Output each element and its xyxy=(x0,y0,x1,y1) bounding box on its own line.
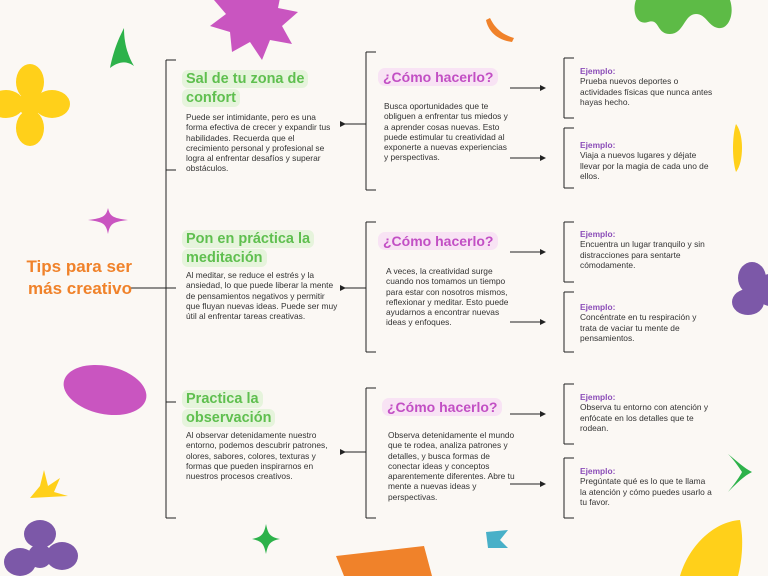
tip-1-title-text: Sal de tu zona de confort xyxy=(182,70,308,107)
tip-1-title xyxy=(182,70,312,108)
example-text: Pregúntate qué es lo que te llama la atención y cómo puedes usarlo a tu favor. xyxy=(580,476,712,507)
yellow-moon-shape xyxy=(733,124,742,172)
example-label: Ejemplo: xyxy=(580,466,616,476)
example-text: Concéntrate en tu respiración y trata de vaciar tu mente de pensamientos. xyxy=(580,312,697,343)
example-label: Ejemplo: xyxy=(580,302,616,312)
example-1-1 xyxy=(580,66,714,107)
how-2-title: ¿Cómo hacerlo? xyxy=(378,232,498,250)
orange-swoosh-shape xyxy=(486,18,514,42)
green-thorn-shape xyxy=(110,28,134,68)
orange-trapezoid-shape xyxy=(336,546,432,576)
example-text: Observa tu entorno con atención y enfócate en los detalles que te rodean. xyxy=(580,402,709,433)
example-2-2 xyxy=(580,302,714,343)
example-label: Ejemplo: xyxy=(580,229,616,239)
example-text: Encuentra un lugar tranquilo y sin distracciones para sentarte cómodamente. xyxy=(580,239,705,270)
purple-bottom-flower-shape xyxy=(4,520,78,576)
how-1-text: Busca oportunidades que te obliguen a enfrentar tus miedos y a aprender cosas nuevas. Esto puede estimular tu creatividad al exponerte a nuevas experiencias y perspectivas. xyxy=(384,101,508,163)
yellow-burst-shape xyxy=(30,470,68,498)
example-label: Ejemplo: xyxy=(580,66,616,76)
green-blob-shape xyxy=(635,0,732,34)
pink-blob-shape xyxy=(59,358,151,422)
tip-3-title-text: Practica la observación xyxy=(182,390,275,427)
tip-2-title-text: Pon en práctica la meditación xyxy=(182,230,314,267)
example-2-1 xyxy=(580,229,714,270)
pink-star-shape xyxy=(210,0,298,60)
example-label: Ejemplo: xyxy=(580,140,616,150)
yellow-flower-shape xyxy=(0,64,70,146)
pink-sparkle-shape xyxy=(88,208,128,234)
example-text: Viaja a nuevos lugares y déjate llevar por la magia de cada uno de ellos. xyxy=(580,150,709,181)
tip-3-text: Al observar detenidamente nuestro entorno, podemos descubrir patrones, olores, sabores, colores, texturas y formas que pueden inspirarnos en nuestros procesos creativos. xyxy=(186,430,328,482)
green-sparkle-shape xyxy=(252,524,280,554)
example-3-2 xyxy=(580,466,714,507)
tip-2-title xyxy=(182,230,312,268)
tip-1-text: Puede ser intimidante, pero es una forma efectiva de crecer y expandir tus habilidades. Recuerda que el crecimiento personal y profesional se logra al enfrentar desafíos y superar obstáculos. xyxy=(186,112,331,174)
example-3-1 xyxy=(580,392,714,433)
yellow-bottom-shape xyxy=(680,520,742,576)
green-chevron-shape xyxy=(728,454,752,492)
tip-2-text: Al meditar, se reduce el estrés y la ansiedad, lo que puede liberar la mente de pensamientos negativos y permitir que fluyan nuevas ideas. Puede ser muy útil al enfrentar tareas creativas. xyxy=(186,270,338,322)
how-3-title: ¿Cómo hacerlo? xyxy=(382,398,502,416)
tip-3-title xyxy=(182,390,312,428)
purple-flower-shape xyxy=(732,262,768,315)
example-text: Prueba nuevos deportes o actividades físicas que nunca antes hayas hecho. xyxy=(580,76,713,107)
main-title: Tips para ser más creativo xyxy=(26,257,132,298)
blue-flag-shape xyxy=(486,530,508,548)
example-1-2 xyxy=(580,140,714,181)
how-3-text: Observa detenidamente el mundo que te rodea, analiza patrones y detalles, y busca formas de conectar ideas y conceptos aparentemente diferentes. Abre tu mente a nuevas ideas y perspectivas. xyxy=(388,430,515,502)
how-1-title: ¿Cómo hacerlo? xyxy=(378,68,498,86)
how-2-text: A veces, la creatividad surge cuando nos tomamos un tiempo para estar con nosotros mismos, reflexionar y meditar. Esto puede ayudarnos a encontrar nuevas ideas y enfoques. xyxy=(386,266,509,328)
example-label: Ejemplo: xyxy=(580,392,616,402)
